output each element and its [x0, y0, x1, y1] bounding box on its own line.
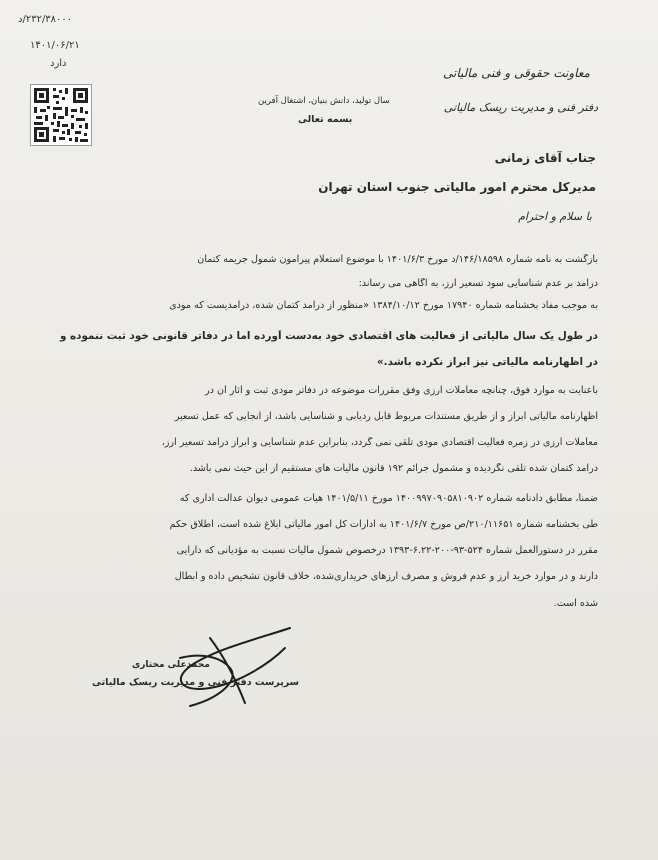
sender-department: معاونت حقوقی و فنی مالیاتی: [443, 66, 590, 80]
body-line: باعنایت به موارد فوق، چنانچه معاملات ارزی وفق مقررات موضوعه در دفاتر مودی ثبت و آثار آن در: [205, 385, 598, 396]
bismillah-heading: بسمه تعالی: [298, 114, 353, 125]
body-line: در اظهارنامه مالیاتی نیز ابراز نکرده باشد.»: [376, 356, 598, 368]
letter-number: ۲۳۲/۳۸۰۰۰/د: [18, 14, 73, 25]
recipient-title: مدیرکل محترم امور مالیاتی جنوب استان تهران: [318, 180, 596, 194]
letter-date: ۱۴۰۱/۰۶/۲۱: [30, 40, 80, 51]
body-line: به موجب مفاد بخشنامه شماره ۱۷۹۴۰ مورخ ۱۳۸۴/۱۰/۱۲ «منظور از درآمد کتمان شده، درآمدیست که مودی: [169, 300, 598, 311]
body-line: طی بخشنامه شماره ۲۱۰/۱۱۶۵۱/ص مورخ ۱۴۰۱/۶/۷ به ادارات کل امور مالیاتی ابلاغ شده است، اطلاق حکم: [169, 519, 598, 530]
year-slogan: سال تولید، دانش بنیان، اشتغال آفرین: [258, 96, 390, 106]
body-line: درآمد بر عدم شناسایی سود تسعیر ارز، به آگاهی می رساند:: [358, 278, 598, 289]
body-line: در طول یک سال مالیاتی از فعالیت های اقتصادی خود به‌دست آورده اما در دفاتر قانونی خود ثبت ننموده و: [59, 330, 598, 342]
body-line: مقرر در دستورالعمل شماره ۵۲۴-۹۳-۲۰۰-۶.۲۲-۱۳۹۳ درخصوص شمول مالیات نسبت به مؤدیانی که دارایی: [176, 545, 598, 556]
body-line: درآمد کتمان شده تلقی نگردیده و مشمول جرائم ۱۹۲ قانون مالیات های مستقیم از این حیث نمی باشد.: [189, 463, 598, 474]
body-line: شده است.: [553, 598, 598, 609]
body-line: بازگشت به نامه شماره ۱۴۶/۱۸۵۹۸/د مورخ ۱۴۰۱/۶/۳ با موضوع استعلام پیرامون شمول جریمه کتمان: [197, 254, 598, 265]
body-line: اظهارنامه مالیاتی ابراز و از طریق مستندات مربوط قابل ردیابی و شناسایی باشد، از آنجایی که عمل تسعیر: [174, 411, 598, 422]
body-line: معاملات ارزی در زمره فعالیت اقتصادی مودی تلقی نمی گردد، بنابراین عدم شناسایی و ابراز درآمد تسعیر ارز،: [161, 437, 598, 448]
attachment-status: دارد: [50, 58, 67, 69]
recipient-name: جناب آقای زمانی: [494, 151, 596, 165]
signatory-title: سرپرست دفتر فنی و مدیریت ریسک مالیاتی: [92, 677, 300, 688]
qr-code-icon: [30, 84, 92, 146]
greeting: با سلام و احترام: [518, 210, 592, 223]
signatory-name: محمدعلی مختاری: [132, 660, 210, 670]
body-line: دارند و در موارد خرید ارز و عدم فروش و مصرف ارزهای خریداری‌شده، خلاف قانون تشخیص داده و ابطال: [174, 571, 598, 582]
sender-office: دفتر فنی و مدیریت ریسک مالیاتی: [443, 101, 598, 114]
body-line: ضمناً، مطابق دادنامه شماره ۱۴۰۰۹۹۷۰۹۰۵۸۱۰۹۰۲ مورخ ۱۴۰۱/۵/۱۱ هیات عمومی دیوان عدالت اداری که: [179, 493, 598, 504]
